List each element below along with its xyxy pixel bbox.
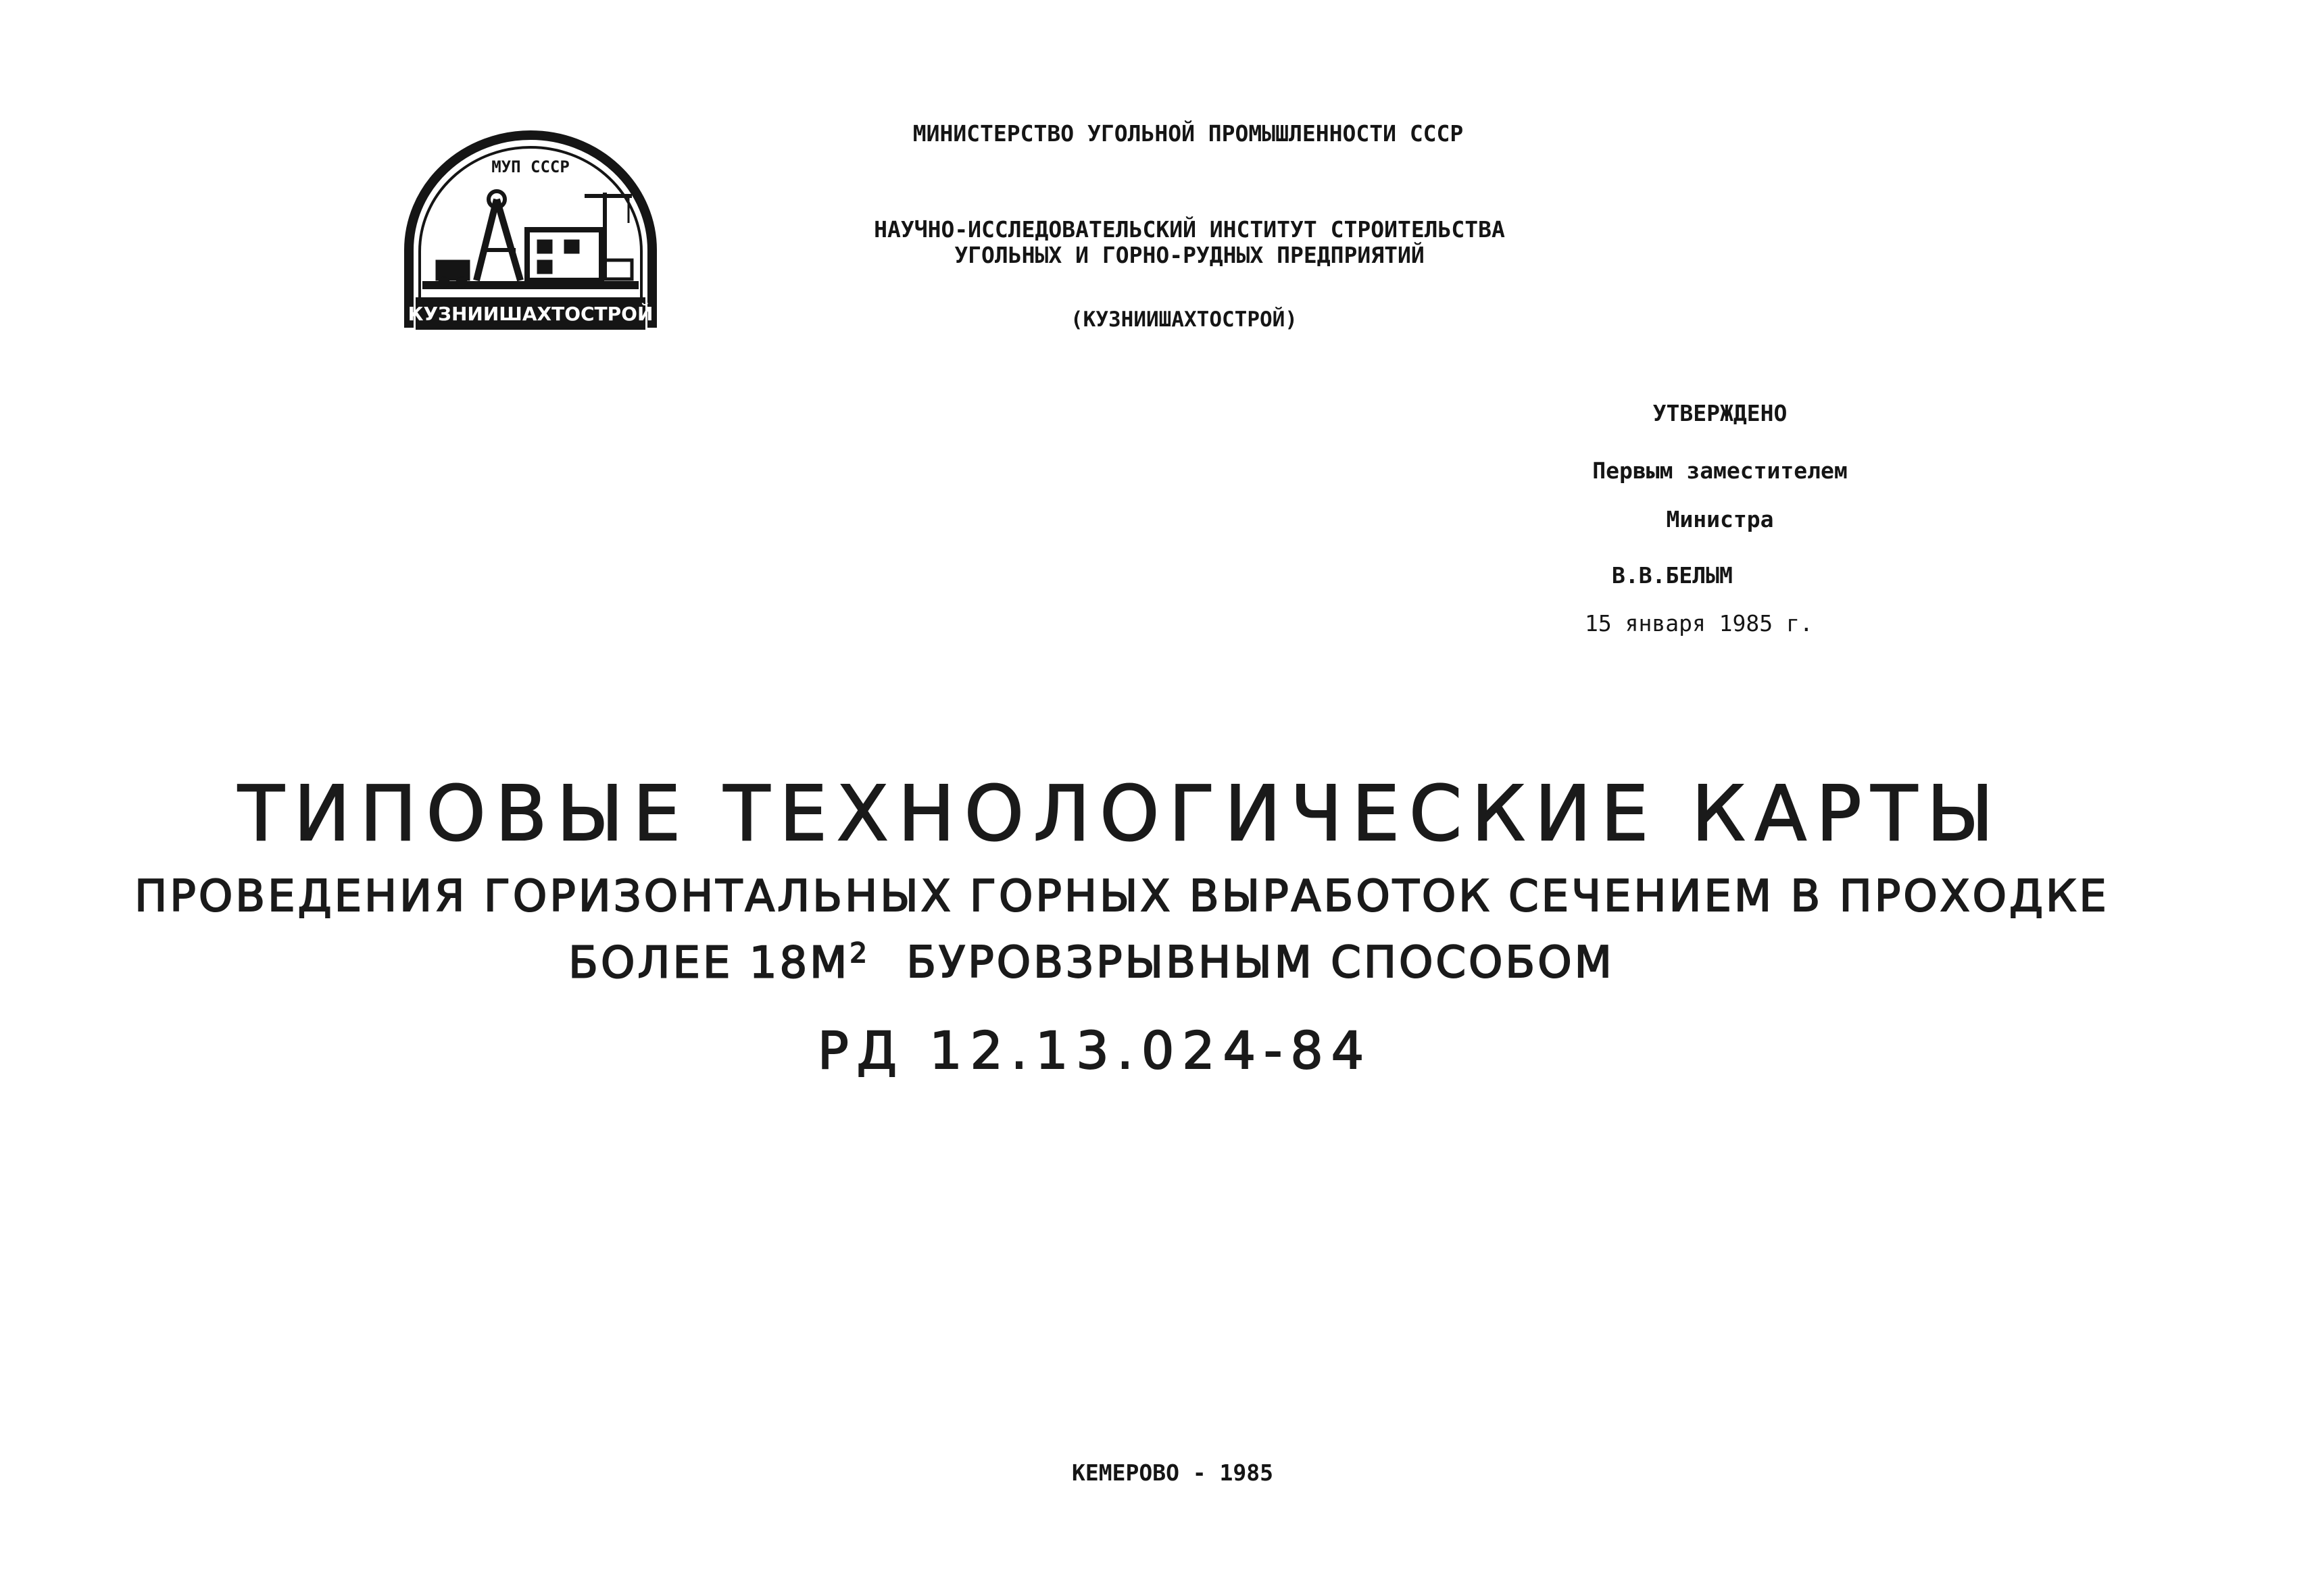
seal-top-text: МУП СССР — [491, 157, 570, 176]
subtitle-prefix: БОЛЕЕ 18 — [568, 938, 810, 989]
institute-abbreviation: (КУЗНИИШАХТОСТРОЙ) — [1070, 307, 1298, 332]
institute-seal — [395, 128, 666, 338]
seal-bottom-text: КУЗНИИШАХТОСТРОЙ — [408, 303, 654, 325]
approver-title-line1: Первым заместителем — [1592, 457, 1848, 484]
ministry-name: МИНИСТЕРСТВО УГОЛЬНОЙ ПРОМЫШЛЕННОСТИ СССР — [912, 120, 1464, 147]
approval-label: УТВЕРЖДЕНО — [1652, 400, 1788, 426]
document-subtitle-line2 — [568, 938, 1615, 988]
subtitle-unit-exponent: 2 — [850, 938, 870, 969]
subtitle-unit: М — [810, 938, 850, 989]
place-and-year: КЕМЕРОВО - 1985 — [1071, 1460, 1274, 1486]
approver-title-line2: Министра — [1666, 506, 1774, 532]
institute-name-line2: УГОЛЬНЫХ И ГОРНО-РУДНЫХ ПРЕДПРИЯТИЙ — [954, 242, 1425, 268]
approval-date: 15 января 1985 г. — [1585, 610, 1813, 637]
approver-name: В.В.БЕЛЫМ — [1612, 562, 1733, 589]
document-title: ТИПОВЫЕ ТЕХНОЛОГИЧЕСКИЕ КАРТЫ — [238, 770, 2003, 858]
subtitle-suffix: БУРОВЗРЫВНЫМ СПОСОБОМ — [906, 938, 1615, 989]
document-subtitle-line1: ПРОВЕДЕНИЯ ГОРИЗОНТАЛЬНЫХ ГОРНЫХ ВЫРАБОТОК СЕЧЕНИЕМ В ПРОХОДКЕ — [134, 872, 2109, 922]
document-code: РД 12.13.024-84 — [817, 1020, 1373, 1080]
institute-name-line1: НАУЧНО-ИССЛЕДОВАТЕЛЬСКИЙ ИНСТИТУТ СТРОИТЕЛЬСТВА — [874, 216, 1505, 243]
